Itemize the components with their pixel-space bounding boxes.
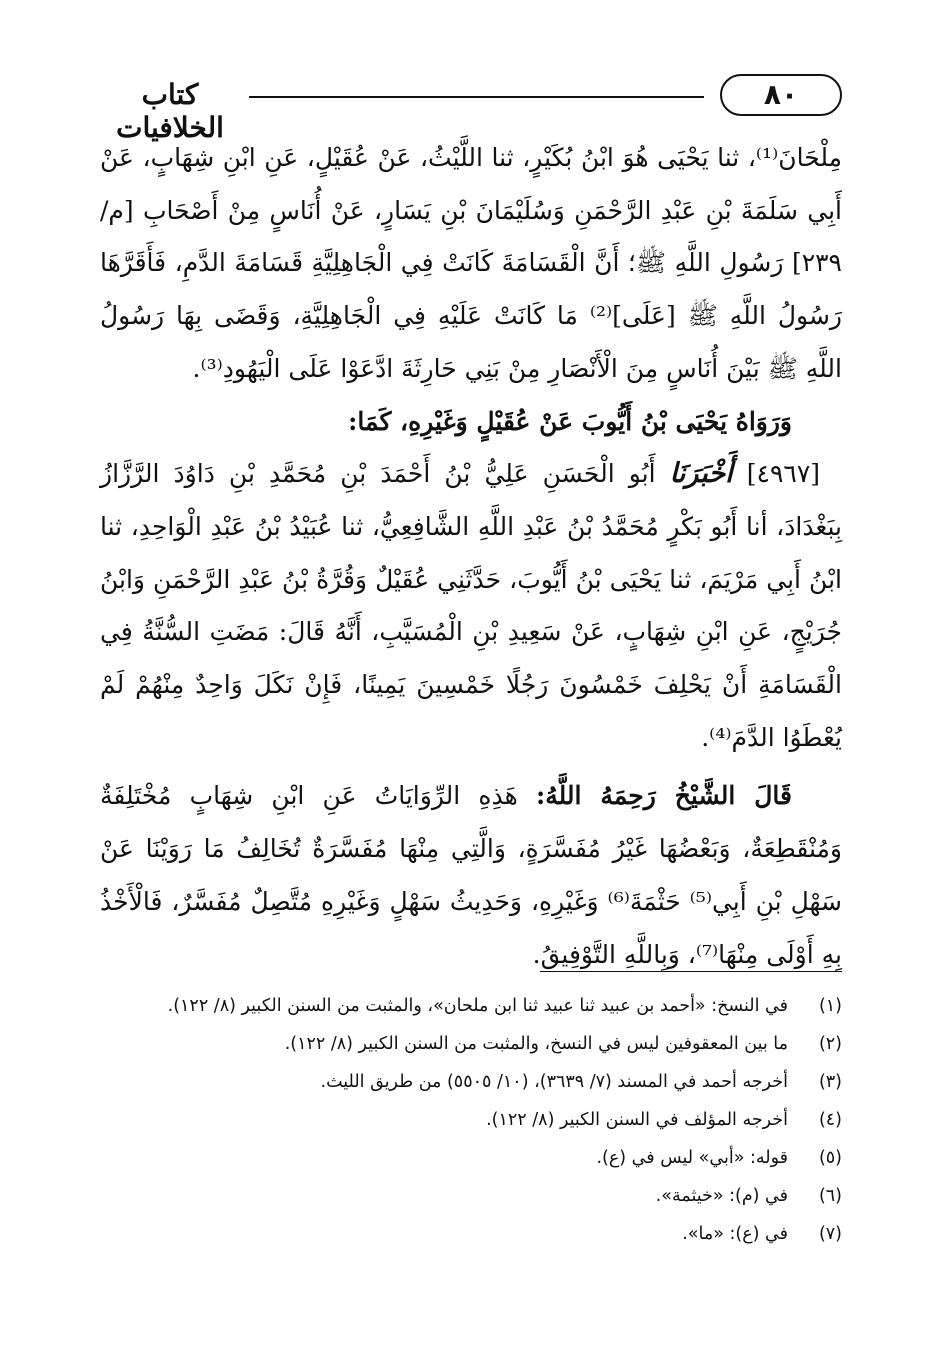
shaykh-lead: قَالَ الشَّيْخُ رَحِمَهُ اللَّهُ: [536, 781, 792, 811]
main-text [100, 132, 842, 981]
footnote-item [100, 1142, 842, 1174]
book-title: كتاب الخلافيات [116, 78, 224, 144]
paragraph-2: وَرَوَاهُ يَحْيَى بْنُ أَيُّوبَ عَنْ عُقَيْلٍ وَغَيْرِهِ، كَمَا: [348, 406, 792, 436]
footnote-item [100, 1180, 842, 1212]
footnote-text: في النسخ: «أحمد بن عبيد ثنا عبيد ثنا ابن ملحان»، والمثبت من السنن الكبير (٨/ ١٢٢). [167, 996, 788, 1016]
page-number-badge: ٨٠ [720, 74, 842, 116]
paragraph-1: مِلْحَانَ⁽¹⁾، ثنا يَحْيَى هُوَ ابْنُ بُكَيْرٍ، ثنا اللَّيْثُ، عَنْ عُقَيْلٍ، عَنِ ابْنِ شِهَابٍ، عَنْ أَبِي سَلَمَةَ بْنِ عَبْدِ الرَّحْمَنِ وَسُلَيْمَانَ بْنِ يَسَارٍ، عَنْ أُنَاسٍ مِنْ أَصْحَابِ [م/ ٢٣٩] رَسُولِ اللَّهِ ﷺ؛ أَنَّ الْقَسَامَةَ كَانَتْ فِي الْجَاهِلِيَّةِ قَسَامَةَ الدَّمِ، فَأَقَرَّهَا رَسُولُ اللَّهِ ﷺ [عَلَى]⁽²⁾ مَا كَانَتْ عَلَيْهِ فِي الْجَاهِلِيَّةِ، وَقَضَى بِهَا رَسُولُ اللَّهِ ﷺ بَيْنَ أُنَاسٍ مِنَ الْأَنْصَارِ مِنْ بَنِي حَارِثَةَ ادَّعَوْا عَلَى الْيَهُودِ⁽³⁾. [100, 143, 842, 383]
page-header [97, 66, 842, 144]
footnote-text: في (ع): «ما». [682, 1224, 788, 1244]
footnotes [100, 990, 842, 1256]
footnote-text: في (م): «خيثمة». [655, 1186, 788, 1206]
footnote-item [100, 1218, 842, 1250]
footnote-item [100, 990, 842, 1022]
footnote-item [100, 1028, 842, 1060]
paragraph-4 [100, 770, 842, 981]
footnote-text: أخرجه أحمد في المسند (٧/ ٣٦٣٩)، (١٠/ ٥٥٠٥) من طريق الليث. [320, 1072, 788, 1092]
footnote-number: (٣) [818, 1072, 842, 1092]
footnote-separator [540, 971, 842, 972]
header-rule [249, 96, 704, 98]
paragraph-3 [100, 448, 842, 764]
footnote-number: (٧) [818, 1224, 842, 1244]
hadith-lead-word: أَخْبَرَنَا [669, 458, 733, 490]
footnote-text: ما بين المعقوفين ليس في النسخ، والمثبت من السنن الكبير (٨/ ١٢٢). [284, 1034, 788, 1054]
footnote-item [100, 1104, 842, 1136]
hadith-text: أَبُو الْحَسَنِ عَلِيُّ بْنُ أَحْمَدَ بْنِ مُحَمَّدِ بْنِ دَاوُدَ الرَّزَّازُ بِبَغْدَادَ، أنا أَبُو بَكْرٍ مُحَمَّدُ بْنُ عَبْدِ اللَّهِ الشَّافِعِيُّ، ثنا عُبَيْدُ بْنُ عَبْدِ الْوَاحِدِ، ثنا ابْنُ أَبِي مَرْيَمَ، ثنا يَحْيَى بْنُ أَيُّوبَ، حَدَّثَنِي عُقَيْلٌ وَقُرَّةُ بْنُ عَبْدِ الرَّحْمَنِ وَابْنُ جُرَيْجٍ، عَنِ ابْنِ شِهَابٍ، عَنْ سَعِيدِ بْنِ الْمُسَيَّبِ، أَنَّهُ قَالَ: مَضَتِ السُّنَّةُ فِي الْقَسَامَةِ أَنْ يَحْلِفَ خَمْسُونَ رَجُلًا خَمْسِينَ يَمِينًا، فَإِنْ نَكَلَ وَاحِدٌ مِنْهُمْ لَمْ يُعْطَوُا الدَّمَ⁽⁴⁾. [100, 459, 842, 752]
footnote-item [100, 1066, 842, 1098]
footnote-number: (٥) [818, 1148, 842, 1168]
footnote-number: (٤) [818, 1110, 842, 1130]
footnote-number: (٦) [818, 1186, 842, 1206]
shaykh-text: هَذِهِ الرِّوَايَاتُ عَنِ ابْنِ شِهَابٍ مُخْتَلِفَةٌ وَمُنْقَطِعَةٌ، وَبَعْضُهَا غَيْرُ مُفَسَّرَةٍ، وَالَّتِي مِنْهَا مُفَسَّرَةٌ تُخَالِفُ مَا رَوَيْنَا عَنْ سَهْلِ بْنِ أَبِي⁽⁵⁾ حَثْمَةَ⁽⁶⁾ وَغَيْرِهِ، وَحَدِيثُ سَهْلٍ وَغَيْرِهِ مُتَّصِلٌ مُفَسَّرٌ، فَالْأَخْذُ بِهِ أَوْلَى مِنْهَا⁽⁷⁾، وَبِاللَّهِ التَّوْفِيقُ. [100, 781, 842, 969]
footnote-text: أخرجه المؤلف في السنن الكبير (٨/ ١٢٢). [486, 1110, 788, 1130]
footnote-text: قوله: «أبي» ليس في (ع). [596, 1148, 788, 1168]
hadith-number: [٤٩٦٧] [746, 459, 821, 489]
footnote-number: (٢) [818, 1034, 842, 1054]
footnote-number: (١) [818, 996, 842, 1016]
